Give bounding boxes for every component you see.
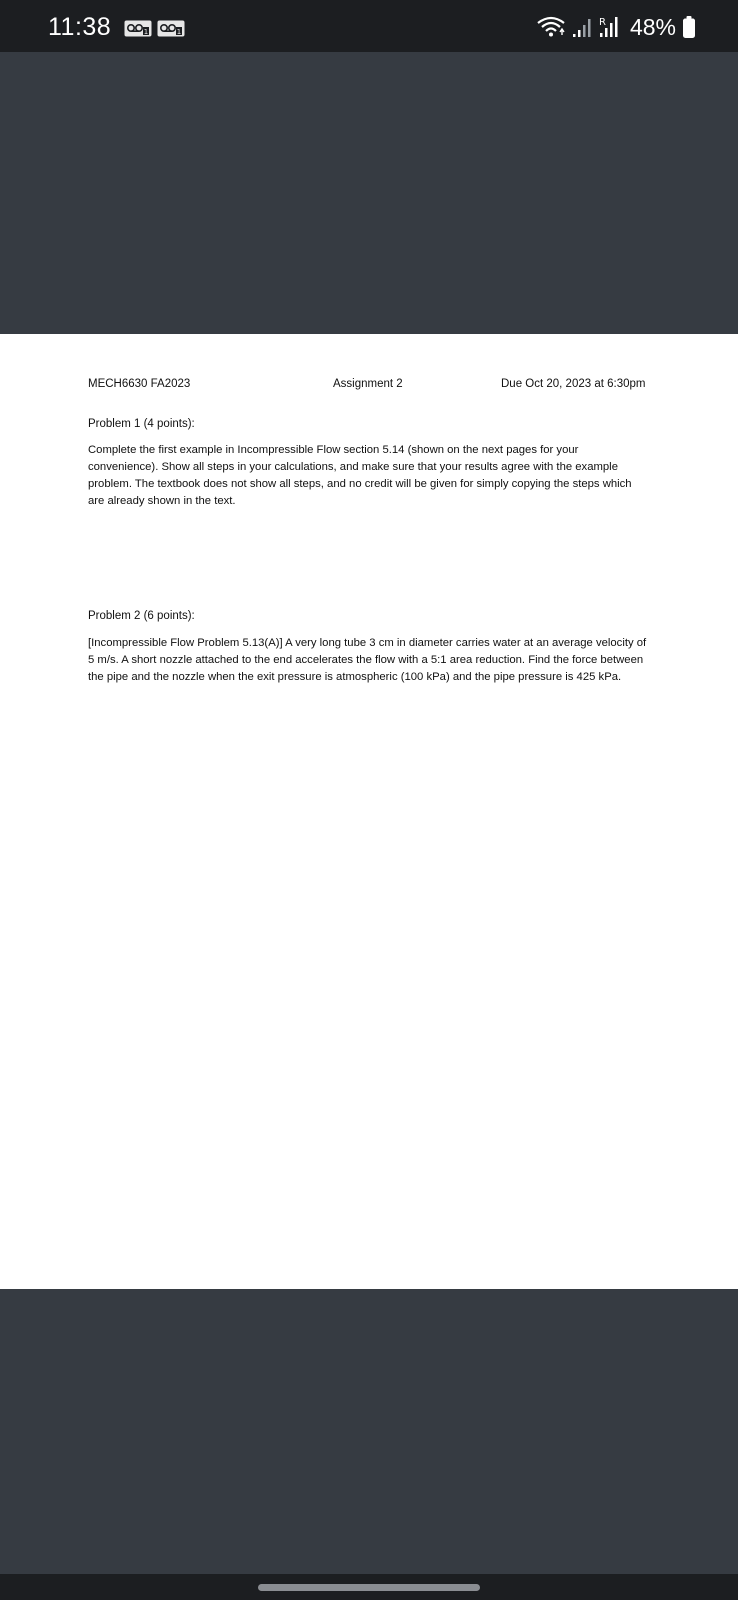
problem-2-heading: Problem 2 (6 points): bbox=[88, 610, 195, 622]
battery-icon bbox=[682, 15, 696, 39]
status-icons bbox=[536, 12, 696, 42]
svg-text:1: 1 bbox=[143, 28, 149, 36]
signal-icon bbox=[572, 16, 592, 38]
assignment-title: Assignment 2 bbox=[333, 378, 403, 390]
voicemail-icon bbox=[124, 20, 152, 37]
problem-2-text: [Incompressible Flow Problem 5.13(A)] A very long tube 3 cm in diameter carries water at an average velocity of 5 m/s. A short nozzle attached to the end accelerates the flow with a 5:1 area reduction. Find the force between the pipe and the nozzle when the exit pressure is atmospheric (100 kPa) and the pipe pressure is 425 kPa. bbox=[88, 637, 647, 683]
due-date: Due Oct 20, 2023 at 6:30pm bbox=[501, 378, 646, 390]
document-page[interactable] bbox=[0, 334, 738, 1289]
wifi-icon bbox=[536, 15, 566, 39]
voicemail-icon bbox=[157, 20, 185, 37]
status-time: 11:38 bbox=[48, 13, 112, 41]
course-code: MECH6630 FA2023 bbox=[88, 378, 191, 390]
viewer-background-bottom bbox=[0, 1289, 738, 1600]
viewer-background bbox=[0, 52, 738, 334]
battery-percent: 48% bbox=[629, 13, 676, 40]
status-bar bbox=[0, 0, 738, 52]
roaming-signal-icon bbox=[598, 15, 624, 39]
svg-text:1: 1 bbox=[176, 28, 182, 36]
home-indicator[interactable] bbox=[258, 1584, 480, 1591]
problem-1-heading: Problem 1 (4 points): bbox=[88, 418, 195, 430]
problem-1-text: Complete the first example in Incompressible Flow section 5.14 (shown on the next pages for your convenience). Show all steps in your calculations, and make sure that your results agree with the example problem. The textbook does not show all steps, and no credit will be given for simply copying the steps which are already shown in the text. bbox=[88, 444, 632, 507]
svg-text:R: R bbox=[598, 17, 606, 28]
